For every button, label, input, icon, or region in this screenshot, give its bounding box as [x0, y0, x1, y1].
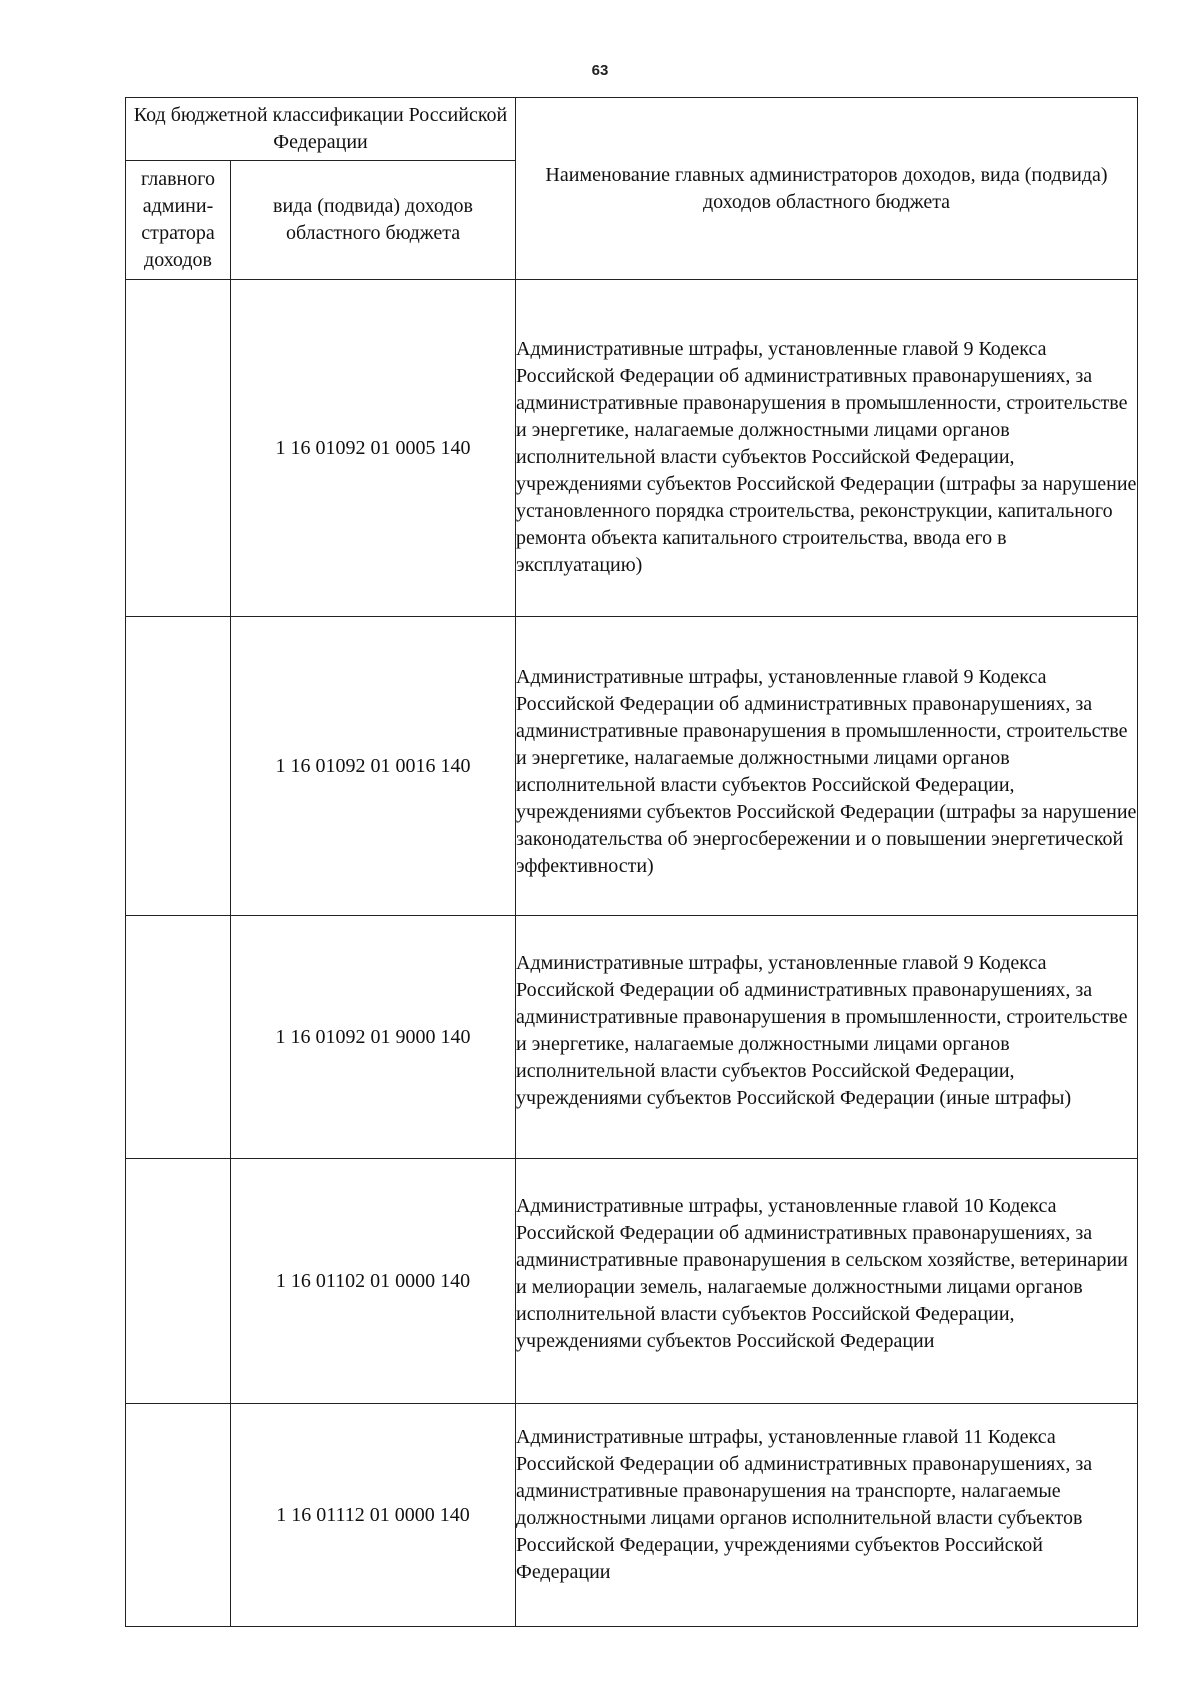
header-income-code: вида (подвида) доходов областного бюджета — [231, 161, 516, 280]
admin-code-cell — [126, 617, 231, 916]
budget-classification-table — [125, 97, 1138, 1627]
table-row — [126, 617, 1138, 916]
admin-code-cell — [126, 1404, 231, 1627]
income-code-cell: 1 16 01092 01 0005 140 — [231, 280, 516, 617]
header-admin-code: главного админи- стратора доходов — [126, 161, 231, 280]
table-header — [126, 98, 1138, 280]
page-number: 63 — [591, 62, 609, 79]
income-name-cell: Административные штрафы, установленные главой 9 Кодекса Российской Федерации об административных правонарушениях, за административные правонарушения в промышленности, строительстве и энергетике, налагаемые должностными лицами органов исполнительной власти субъектов Российской Федерации, учреждениями субъектов Российской Федерации (штрафы за нарушение законодательства об энергосбережении и о повышении энергетической эффективности) — [516, 617, 1138, 916]
admin-code-cell — [126, 916, 231, 1159]
income-name-cell: Административные штрафы, установленные главой 10 Кодекса Российской Федерации об административных правонарушениях, за административные правонарушения в сельском хозяйстве, ветеринарии и мелиорации земель, налагаемые должностными лицами органов исполнительной власти субъектов Российской Федерации, учреждениями субъектов Российской Федерации — [516, 1159, 1138, 1404]
income-code-cell: 1 16 01112 01 0000 140 — [231, 1404, 516, 1627]
table-row — [126, 916, 1138, 1159]
admin-code-cell — [126, 1159, 231, 1404]
income-code-cell: 1 16 01102 01 0000 140 — [231, 1159, 516, 1404]
table-row — [126, 1404, 1138, 1627]
header-name: Наименование главных администраторов доходов, вида (подвида) доходов областного бюджета — [516, 98, 1138, 280]
income-name-cell: Административные штрафы, установленные главой 9 Кодекса Российской Федерации об административных правонарушениях, за административные правонарушения в промышленности, строительстве и энергетике, налагаемые должностными лицами органов исполнительной власти субъектов Российской Федерации, учреждениями субъектов Российской Федерации (штрафы за нарушение установленного порядка строительства, реконструкции, капитального ремонта объекта капитального строительства, ввода его в эксплуатацию) — [516, 280, 1138, 617]
admin-code-cell — [126, 280, 231, 617]
table-row — [126, 1159, 1138, 1404]
table-row — [126, 280, 1138, 617]
header-classification-code: Код бюджетной классификации Российской Федерации — [126, 98, 516, 161]
income-name-cell: Административные штрафы, установленные главой 11 Кодекса Российской Федерации об административных правонарушениях, за административные правонарушения на транспорте, налагаемые должностными лицами органов исполнительной власти субъектов Российской Федерации, учреждениями субъектов Российской Федерации — [516, 1404, 1138, 1627]
income-name-cell: Административные штрафы, установленные главой 9 Кодекса Российской Федерации об административных правонарушениях, за административные правонарушения в промышленности, строительстве и энергетике, налагаемые должностными лицами органов исполнительной власти субъектов Российской Федерации, учреждениями субъектов Российской Федерации (иные штрафы) — [516, 916, 1138, 1159]
table-body — [126, 280, 1138, 1627]
income-code-cell: 1 16 01092 01 0016 140 — [231, 617, 516, 916]
income-code-cell: 1 16 01092 01 9000 140 — [231, 916, 516, 1159]
